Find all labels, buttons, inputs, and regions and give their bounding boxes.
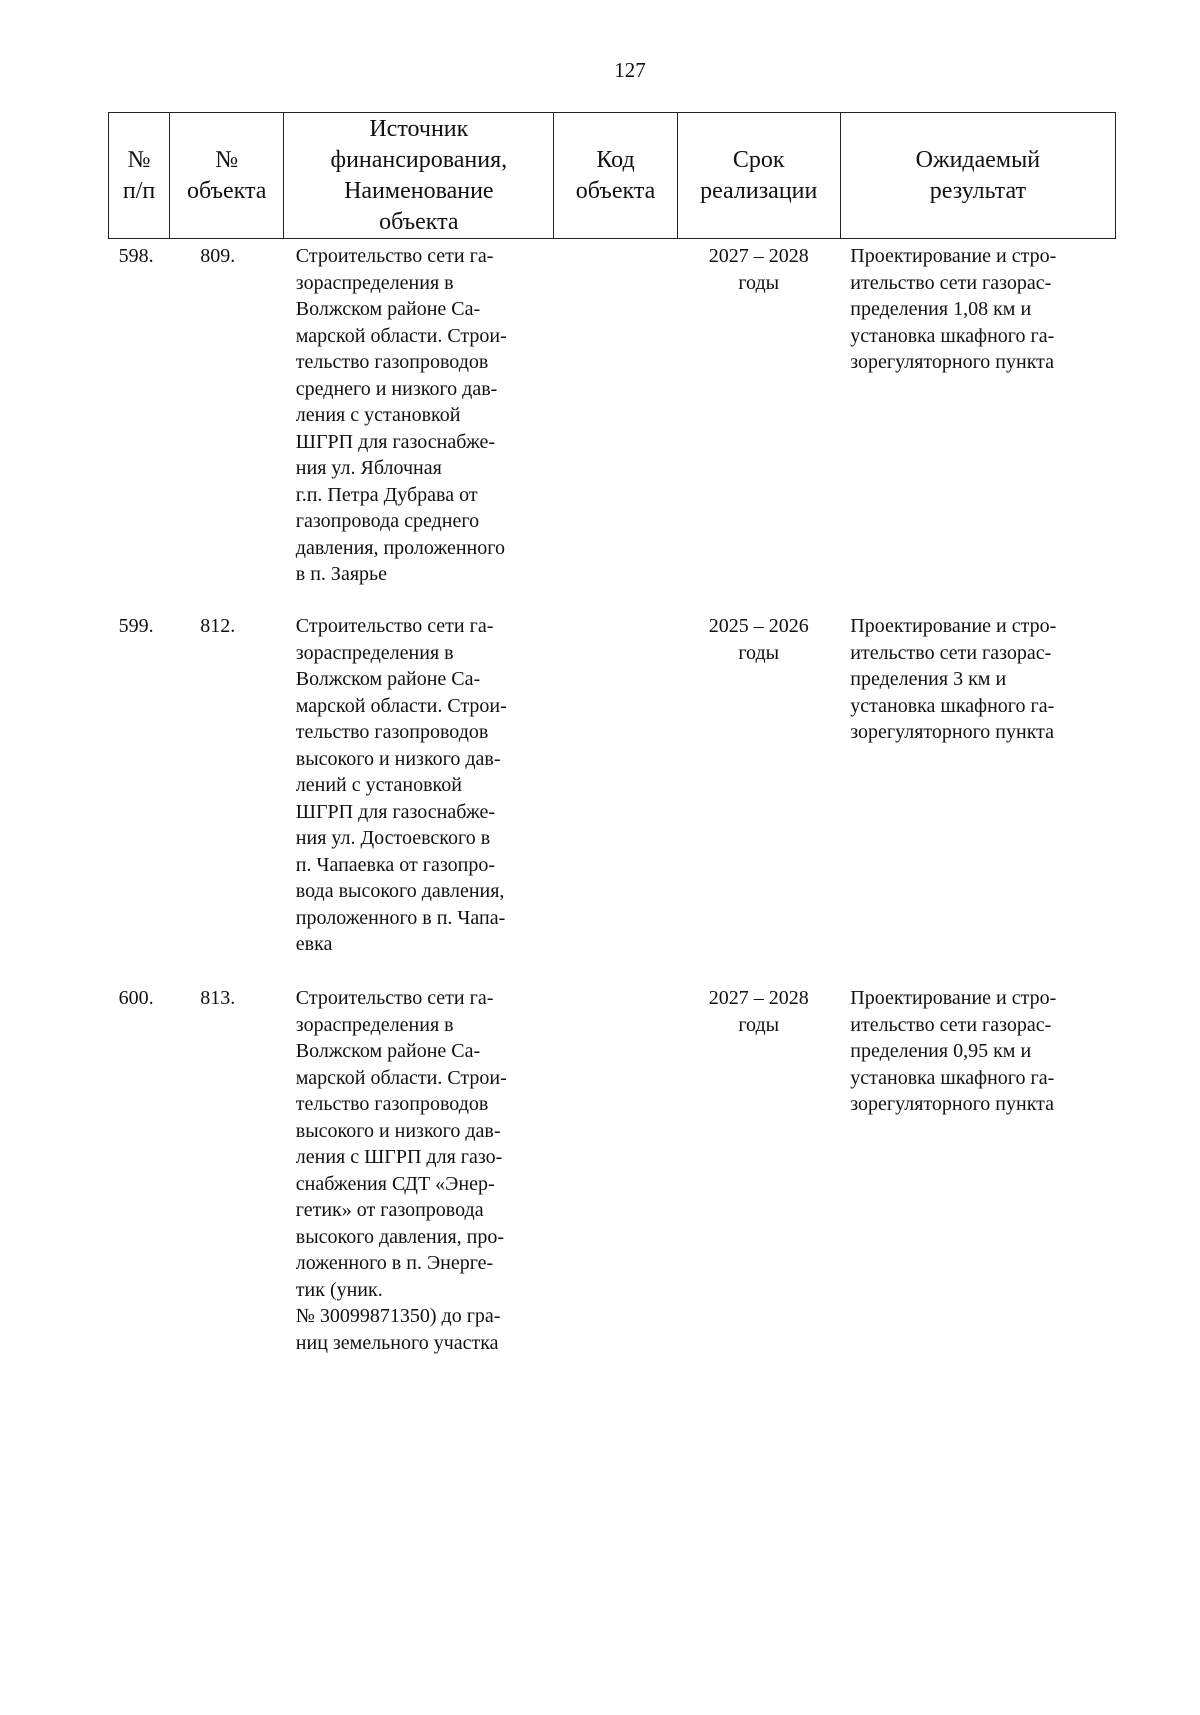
row-number: 599. — [118, 615, 154, 637]
text-line: ления с ШГРП для газо- — [295, 1146, 503, 1168]
text-line: № — [215, 146, 239, 173]
text-line: Ожидаемый — [915, 146, 1041, 173]
text-line: тик (уник. — [295, 1278, 383, 1301]
text-line: Срок — [732, 146, 785, 173]
text-line: Волжском районе Са- — [295, 1040, 481, 1062]
text-line: п/п — [122, 177, 156, 204]
text-line: ния ул. Достоевского в — [295, 827, 491, 849]
text-line: г.п. Петра Дубрава от — [295, 483, 478, 506]
text-line: пределения 3 км и — [850, 668, 1007, 690]
table-row — [109, 239, 1116, 614]
text-line: годы — [738, 641, 780, 664]
row-number: 600. — [118, 987, 154, 1009]
text-line: ШГРП для газоснабже- — [295, 800, 496, 823]
object-code — [554, 239, 677, 614]
text-line: евка — [295, 933, 333, 955]
text-line: ления с установкой — [295, 404, 461, 426]
text-line: установка шкафного га- — [850, 324, 1055, 347]
text-line: вода высокого давления, — [295, 880, 505, 902]
text-line: Строительство сети га- — [295, 245, 494, 267]
text-line: тельство газопроводов — [295, 1093, 489, 1115]
object-code — [554, 985, 677, 1385]
header-expected-result — [840, 113, 1115, 239]
text-line: гетик» от газопровода — [295, 1199, 484, 1221]
header-object-number — [170, 113, 284, 239]
text-line: 2027 – 2028 — [708, 245, 809, 267]
object-name — [284, 613, 554, 985]
expected-result — [840, 985, 1115, 1385]
text-line: снабжения СДТ «Энер- — [295, 1172, 495, 1195]
text-line: ительство сети газорас- — [850, 1013, 1052, 1036]
expected-result — [840, 239, 1115, 614]
text-line: Проектирование и стро- — [850, 615, 1057, 637]
object-number: 813. — [200, 987, 236, 1009]
text-line: давления, проложенного — [295, 536, 505, 559]
object-name — [284, 985, 554, 1385]
text-line: ниц земельного участка — [295, 1331, 499, 1354]
text-line: финансирования, — [330, 146, 508, 173]
implementation-period — [677, 985, 840, 1385]
text-line: ния ул. Яблочная — [295, 457, 442, 479]
text-line: п. Чапаевка от газопро- — [295, 853, 495, 876]
text-line: годы — [738, 1013, 780, 1036]
text-line: высокого и низкого дав- — [295, 1119, 501, 1142]
text-line: зораспределения в — [295, 1013, 454, 1036]
text-line: реализации — [700, 177, 818, 204]
text-line: годы — [738, 271, 780, 294]
text-line: газопровода среднего — [295, 510, 480, 532]
object-number: 809. — [200, 245, 236, 267]
text-line: Строительство сети га- — [295, 615, 494, 637]
text-line: установка шкафного га- — [850, 1066, 1055, 1089]
text-line: лений с установкой — [295, 774, 462, 796]
table-row — [109, 985, 1116, 1385]
text-line: проложенного в п. Чапа- — [295, 906, 506, 929]
object-code — [554, 613, 677, 985]
text-line: зорегуляторного пункта — [850, 1093, 1055, 1115]
text-line: Волжском районе Са- — [295, 298, 481, 320]
text-line: установка шкафного га- — [850, 694, 1055, 717]
object-number: 812. — [200, 615, 236, 637]
text-line: пределения 0,95 км и — [850, 1040, 1032, 1062]
page-number: 127 — [614, 58, 646, 82]
text-line: объекта — [186, 177, 267, 204]
text-line: зорегуляторного пункта — [850, 721, 1055, 743]
text-line: объекта — [575, 177, 656, 204]
text-line: Волжском районе Са- — [295, 668, 481, 690]
text-line: марской области. Строи- — [295, 1066, 507, 1089]
table-header-row — [109, 113, 1116, 239]
text-line: зораспределения в — [295, 271, 454, 294]
table-row — [109, 613, 1116, 985]
implementation-period — [677, 239, 840, 614]
financing-table — [108, 112, 1116, 1385]
text-line: зораспределения в — [295, 641, 454, 664]
text-line: Проектирование и стро- — [850, 245, 1057, 267]
row-number: 598. — [118, 245, 154, 267]
text-line: Проектирование и стро- — [850, 987, 1057, 1009]
text-line: в п. Заярье — [295, 563, 388, 585]
implementation-period — [677, 613, 840, 985]
text-line: высокого давления, про- — [295, 1225, 505, 1248]
header-object-code — [554, 113, 677, 239]
text-line: № — [127, 146, 151, 173]
text-line: зорегуляторного пункта — [850, 351, 1055, 373]
text-line: марской области. Строи- — [295, 324, 507, 347]
text-line: 2027 – 2028 — [708, 987, 809, 1009]
text-line: среднего и низкого дав- — [295, 377, 498, 400]
header-period — [677, 113, 840, 239]
text-line: ительство сети газорас- — [850, 271, 1052, 294]
header-source-name — [284, 113, 554, 239]
expected-result — [840, 613, 1115, 985]
text-line: тельство газопроводов — [295, 351, 489, 373]
object-name — [284, 239, 554, 614]
text-line: № 30099871350) до гра- — [295, 1305, 501, 1327]
text-line: ШГРП для газоснабже- — [295, 430, 496, 453]
text-line: Источник — [369, 115, 469, 142]
text-line: результат — [929, 177, 1026, 204]
text-line: 2025 – 2026 — [708, 615, 809, 637]
text-line: марской области. Строи- — [295, 694, 507, 717]
text-line: Строительство сети га- — [295, 987, 494, 1009]
text-line: Код — [596, 146, 635, 173]
text-line: тельство газопроводов — [295, 721, 489, 743]
text-line: ложенного в п. Энерге- — [295, 1252, 494, 1274]
text-line: высокого и низкого дав- — [295, 747, 501, 770]
header-row-number — [109, 113, 170, 239]
text-line: ительство сети газорас- — [850, 641, 1052, 664]
text-line: пределения 1,08 км и — [850, 298, 1032, 320]
text-line: Наименование — [344, 177, 494, 204]
text-line: объекта — [379, 208, 459, 235]
